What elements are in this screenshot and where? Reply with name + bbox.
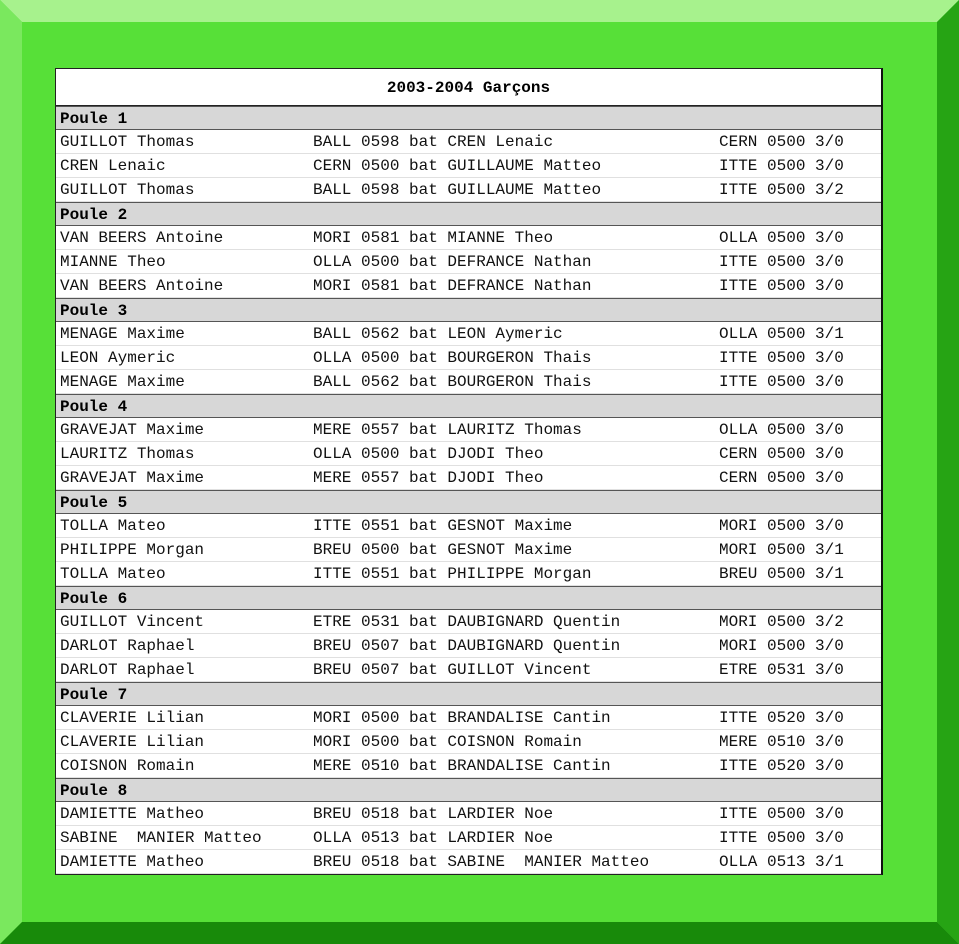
table-row: [56, 514, 881, 538]
result-cell: CERN 0500 bat GUILLAUME Matteo: [313, 157, 602, 175]
winner-cell: GUILLOT Thomas: [60, 133, 195, 151]
score-cell: MORI 0500 3/1: [719, 541, 844, 559]
winner-cell: GUILLOT Vincent: [60, 613, 205, 631]
results-table: [55, 68, 883, 875]
winner-cell: DAMIETTE Matheo: [60, 853, 205, 871]
result-cell: BALL 0598 bat GUILLAUME Matteo: [313, 181, 602, 199]
result-cell: MERE 0510 bat BRANDALISE Cantin: [313, 757, 611, 775]
result-cell: MERE 0557 bat DJODI Theo: [313, 469, 544, 487]
result-cell: BALL 0562 bat BOURGERON Thais: [313, 373, 592, 391]
frame-bevel-left: [0, 0, 22, 944]
score-cell: ETRE 0531 3/0: [719, 661, 844, 679]
frame-bevel-top: [0, 0, 959, 22]
score-cell: MERE 0510 3/0: [719, 733, 844, 751]
table-row: [56, 130, 881, 154]
result-cell: ETRE 0531 bat DAUBIGNARD Quentin: [313, 613, 621, 631]
table-row: [56, 274, 881, 298]
score-cell: ITTE 0500 3/0: [719, 157, 844, 175]
table-row: [56, 802, 881, 826]
result-cell: ITTE 0551 bat PHILIPPE Morgan: [313, 565, 592, 583]
score-cell: ITTE 0500 3/0: [719, 349, 844, 367]
score-cell: ITTE 0520 3/0: [719, 757, 844, 775]
winner-cell: GUILLOT Thomas: [60, 181, 195, 199]
winner-cell: VAN BEERS Antoine: [60, 277, 224, 295]
table-row: [56, 754, 881, 778]
result-cell: OLLA 0500 bat DJODI Theo: [313, 445, 544, 463]
result-cell: BREU 0500 bat GESNOT Maxime: [313, 541, 573, 559]
table-row: [56, 562, 881, 586]
score-cell: CERN 0500 3/0: [719, 445, 844, 463]
table-row: [56, 370, 881, 394]
score-cell: BREU 0500 3/1: [719, 565, 844, 583]
table-row: [56, 418, 881, 442]
table-row: [56, 730, 881, 754]
table-row: [56, 826, 881, 850]
winner-cell: GRAVEJAT Maxime: [60, 469, 205, 487]
result-cell: ITTE 0551 bat GESNOT Maxime: [313, 517, 573, 535]
winner-cell: DARLOT Raphael: [60, 637, 195, 655]
table-body: [56, 106, 881, 874]
poule-header: Poule 8: [56, 778, 881, 802]
score-cell: ITTE 0520 3/0: [719, 709, 844, 727]
winner-cell: TOLLA Mateo: [60, 565, 166, 583]
frame-bevel-bottom: [0, 922, 959, 944]
poule-header: Poule 6: [56, 586, 881, 610]
result-cell: OLLA 0513 bat LARDIER Noe: [313, 829, 554, 847]
table-row: [56, 346, 881, 370]
score-cell: ITTE 0500 3/0: [719, 373, 844, 391]
score-cell: MORI 0500 3/0: [719, 517, 844, 535]
table-row: [56, 250, 881, 274]
score-cell: ITTE 0500 3/2: [719, 181, 844, 199]
poule-header: Poule 3: [56, 298, 881, 322]
result-cell: MORI 0500 bat COISNON Romain: [313, 733, 582, 751]
table-row: [56, 322, 881, 346]
winner-cell: MENAGE Maxime: [60, 325, 185, 343]
table-row: [56, 634, 881, 658]
table-row: [56, 706, 881, 730]
score-cell: ITTE 0500 3/0: [719, 805, 844, 823]
winner-cell: DARLOT Raphael: [60, 661, 195, 679]
table-row: [56, 610, 881, 634]
score-cell: CERN 0500 3/0: [719, 469, 844, 487]
score-cell: OLLA 0513 3/1: [719, 853, 844, 871]
winner-cell: TOLLA Mateo: [60, 517, 166, 535]
result-cell: MERE 0557 bat LAURITZ Thomas: [313, 421, 582, 439]
poule-header: Poule 7: [56, 682, 881, 706]
result-cell: BALL 0562 bat LEON Aymeric: [313, 325, 563, 343]
table-row: [56, 442, 881, 466]
winner-cell: VAN BEERS Antoine: [60, 229, 224, 247]
result-cell: MORI 0500 bat BRANDALISE Cantin: [313, 709, 611, 727]
score-cell: CERN 0500 3/0: [719, 133, 844, 151]
result-cell: OLLA 0500 bat BOURGERON Thais: [313, 349, 592, 367]
result-cell: BREU 0518 bat SABINE MANIER Matteo: [313, 853, 650, 871]
score-cell: ITTE 0500 3/0: [719, 253, 844, 271]
score-cell: ITTE 0500 3/0: [719, 277, 844, 295]
score-cell: OLLA 0500 3/0: [719, 421, 844, 439]
winner-cell: GRAVEJAT Maxime: [60, 421, 205, 439]
result-cell: BREU 0507 bat DAUBIGNARD Quentin: [313, 637, 621, 655]
score-cell: OLLA 0500 3/0: [719, 229, 844, 247]
winner-cell: PHILIPPE Morgan: [60, 541, 205, 559]
score-cell: MORI 0500 3/2: [719, 613, 844, 631]
score-cell: ITTE 0500 3/0: [719, 829, 844, 847]
score-cell: MORI 0500 3/0: [719, 637, 844, 655]
winner-cell: SABINE MANIER Matteo: [60, 829, 262, 847]
winner-cell: MENAGE Maxime: [60, 373, 185, 391]
poule-header: Poule 2: [56, 202, 881, 226]
winner-cell: COISNON Romain: [60, 757, 195, 775]
result-cell: BREU 0518 bat LARDIER Noe: [313, 805, 554, 823]
score-cell: OLLA 0500 3/1: [719, 325, 844, 343]
poule-header: Poule 1: [56, 106, 881, 130]
winner-cell: CREN Lenaic: [60, 157, 166, 175]
table-row: [56, 658, 881, 682]
result-cell: OLLA 0500 bat DEFRANCE Nathan: [313, 253, 592, 271]
result-cell: BREU 0507 bat GUILLOT Vincent: [313, 661, 592, 679]
table-row: [56, 466, 881, 490]
winner-cell: LAURITZ Thomas: [60, 445, 195, 463]
winner-cell: DAMIETTE Matheo: [60, 805, 205, 823]
winner-cell: CLAVERIE Lilian: [60, 709, 205, 727]
table-row: [56, 154, 881, 178]
result-cell: BALL 0598 bat CREN Lenaic: [313, 133, 554, 151]
result-cell: MORI 0581 bat DEFRANCE Nathan: [313, 277, 592, 295]
winner-cell: CLAVERIE Lilian: [60, 733, 205, 751]
winner-cell: MIANNE Theo: [60, 253, 166, 271]
result-cell: MORI 0581 bat MIANNE Theo: [313, 229, 554, 247]
table-row: [56, 178, 881, 202]
winner-cell: LEON Aymeric: [60, 349, 176, 367]
table-row: [56, 226, 881, 250]
frame-bevel-right: [937, 0, 959, 944]
table-row: [56, 850, 881, 874]
table-title: 2003-2004 Garçons: [56, 69, 881, 106]
poule-header: Poule 5: [56, 490, 881, 514]
table-row: [56, 538, 881, 562]
poule-header: Poule 4: [56, 394, 881, 418]
